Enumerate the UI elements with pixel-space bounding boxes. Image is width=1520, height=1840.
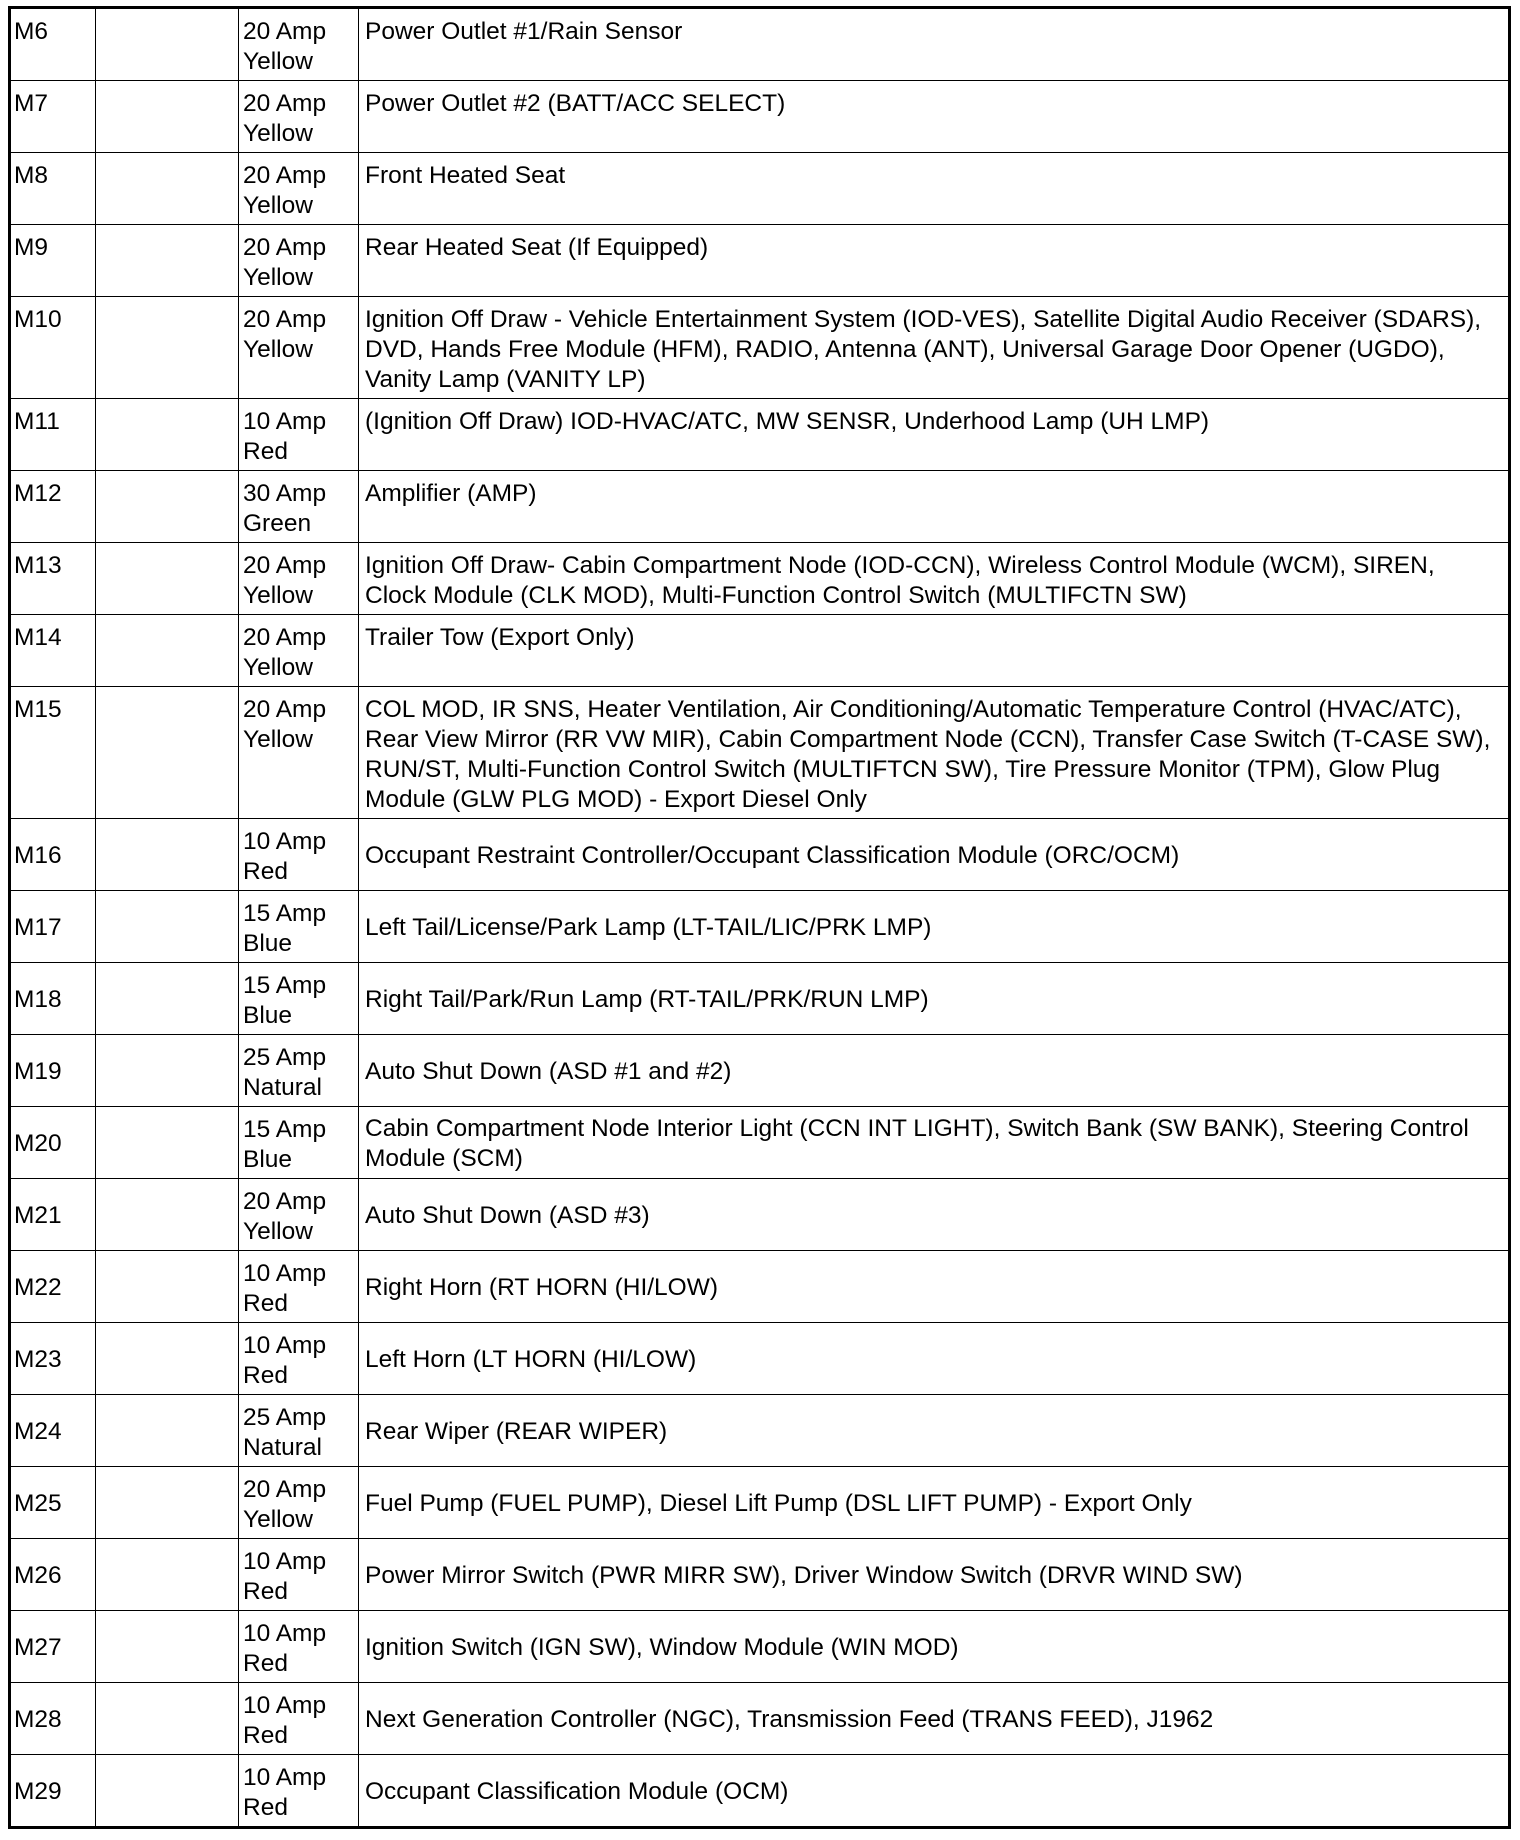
fuse-table-body xyxy=(10,8,1510,1828)
fuse-rating-cell xyxy=(239,8,359,81)
fuse-color: Yellow xyxy=(243,654,313,681)
fuse-row xyxy=(10,1683,1510,1755)
fuse-cavity: M10 xyxy=(10,297,96,399)
fuse-rating-cell xyxy=(239,225,359,297)
fuse-cartridge-cell xyxy=(96,1323,239,1395)
fuse-description: Power Outlet #2 (BATT/ACC SELECT) xyxy=(359,81,1510,153)
fuse-description: Amplifier (AMP) xyxy=(359,471,1510,543)
fuse-rating-cell xyxy=(239,1179,359,1251)
fuse-cavity: M18 xyxy=(10,963,96,1035)
fuse-rating: 15 Amp xyxy=(243,900,327,927)
fuse-rating: 20 Amp xyxy=(243,1476,327,1503)
fuse-description: Right Horn (RT HORN (HI/LOW) xyxy=(359,1251,1510,1323)
fuse-description: Auto Shut Down (ASD #1 and #2) xyxy=(359,1035,1510,1107)
fuse-rating: 20 Amp xyxy=(243,1188,327,1215)
fuse-description: Ignition Off Draw - Vehicle Entertainment System (IOD-VES), Satellite Digital Audio Receiver (SDARS), DVD, Hands Free Module (HFM), RADIO, Antenna (ANT), Universal Garage Door Opener (UGDO), Vanity Lamp (VANITY LP) xyxy=(359,297,1510,399)
fuse-rating: 20 Amp xyxy=(243,696,327,723)
fuse-rating-cell xyxy=(239,1395,359,1467)
fuse-description: Front Heated Seat xyxy=(359,153,1510,225)
fuse-color: Red xyxy=(243,1362,288,1389)
fuse-rating: 10 Amp xyxy=(243,1764,327,1791)
fuse-cavity: M23 xyxy=(10,1323,96,1395)
fuse-row xyxy=(10,963,1510,1035)
fuse-description: Fuel Pump (FUEL PUMP), Diesel Lift Pump (DSL LIFT PUMP) - Export Only xyxy=(359,1467,1510,1539)
fuse-row xyxy=(10,225,1510,297)
fuse-cartridge-cell xyxy=(96,1107,239,1179)
fuse-cartridge-cell xyxy=(96,1251,239,1323)
fuse-color: Blue xyxy=(243,1002,293,1029)
fuse-cavity: M22 xyxy=(10,1251,96,1323)
fuse-cartridge-cell xyxy=(96,297,239,399)
fuse-cartridge-cell xyxy=(96,963,239,1035)
fuse-description: COL MOD, IR SNS, Heater Ventilation, Air Conditioning/Automatic Temperature Control (HVAC/ATC), Rear View Mirror (RR VW MIR), Cabin Compartment Node (CCN), Transfer Case Switch (T-CASE SW), RUN/ST, Multi-Function Control Switch (MULTIFTCN SW), Tire Pressure Monitor (TPM), Glow Plug Module (GLW PLG MOD) - Export Diesel Only xyxy=(359,687,1510,819)
fuse-cavity: M12 xyxy=(10,471,96,543)
fuse-row xyxy=(10,1467,1510,1539)
fuse-rating-cell xyxy=(239,1683,359,1755)
fuse-cavity: M11 xyxy=(10,399,96,471)
fuse-rating: 10 Amp xyxy=(243,1332,327,1359)
fuse-rating: 10 Amp xyxy=(243,1260,327,1287)
fuse-rating-cell xyxy=(239,615,359,687)
fuse-cartridge-cell xyxy=(96,891,239,963)
fuse-rating-cell xyxy=(239,153,359,225)
fuse-cavity: M17 xyxy=(10,891,96,963)
fuse-rating-cell xyxy=(239,399,359,471)
fuse-description: Ignition Off Draw- Cabin Compartment Node (IOD-CCN), Wireless Control Module (WCM), SIREN, Clock Module (CLK MOD), Multi-Function Control Switch (MULTIFCTN SW) xyxy=(359,543,1510,615)
fuse-color: Yellow xyxy=(243,726,313,753)
fuse-cavity: M29 xyxy=(10,1755,96,1828)
fuse-cartridge-cell xyxy=(96,471,239,543)
fuse-rating: 10 Amp xyxy=(243,1692,327,1719)
fuse-color: Green xyxy=(243,510,312,537)
fuse-rating-cell xyxy=(239,1107,359,1179)
fuse-color: Yellow xyxy=(243,48,313,75)
fuse-description: Next Generation Controller (NGC), Transmission Feed (TRANS FEED), J1962 xyxy=(359,1683,1510,1755)
fuse-color: Blue xyxy=(243,930,293,957)
fuse-row xyxy=(10,1179,1510,1251)
fuse-cavity: M14 xyxy=(10,615,96,687)
fuse-cartridge-cell xyxy=(96,1179,239,1251)
fuse-description: Trailer Tow (Export Only) xyxy=(359,615,1510,687)
fuse-cartridge-cell xyxy=(96,543,239,615)
fuse-rating-cell xyxy=(239,297,359,399)
fuse-rating-cell xyxy=(239,471,359,543)
fuse-cavity: M28 xyxy=(10,1683,96,1755)
fuse-rating-cell xyxy=(239,1323,359,1395)
fuse-rating-cell xyxy=(239,819,359,891)
fuse-cartridge-cell xyxy=(96,1683,239,1755)
fuse-cavity: M8 xyxy=(10,153,96,225)
fuse-description: Rear Wiper (REAR WIPER) xyxy=(359,1395,1510,1467)
fuse-cartridge-cell xyxy=(96,8,239,81)
fuse-cartridge-cell xyxy=(96,1467,239,1539)
fuse-row xyxy=(10,819,1510,891)
fuse-color: Yellow xyxy=(243,192,313,219)
fuse-rating-cell xyxy=(239,963,359,1035)
fuse-rating: 10 Amp xyxy=(243,408,327,435)
fuse-rating-cell xyxy=(239,1467,359,1539)
fuse-rating: 20 Amp xyxy=(243,552,327,579)
fuse-row xyxy=(10,153,1510,225)
fuse-cavity: M20 xyxy=(10,1107,96,1179)
fuse-rating: 10 Amp xyxy=(243,828,327,855)
fuse-cartridge-cell xyxy=(96,1611,239,1683)
fuse-cartridge-cell xyxy=(96,153,239,225)
fuse-description: Cabin Compartment Node Interior Light (CCN INT LIGHT), Switch Bank (SW BANK), Steering Control Module (SCM) xyxy=(359,1107,1510,1179)
fuse-rating: 20 Amp xyxy=(243,90,327,117)
fuse-cavity: M13 xyxy=(10,543,96,615)
fuse-cavity: M19 xyxy=(10,1035,96,1107)
fuse-rating: 20 Amp xyxy=(243,624,327,651)
fuse-description: Auto Shut Down (ASD #3) xyxy=(359,1179,1510,1251)
fuse-color: Red xyxy=(243,1722,288,1749)
fuse-color: Yellow xyxy=(243,1218,313,1245)
fuse-description: Power Mirror Switch (PWR MIRR SW), Driver Window Switch (DRVR WIND SW) xyxy=(359,1539,1510,1611)
fuse-row xyxy=(10,471,1510,543)
fuse-rating-cell xyxy=(239,1251,359,1323)
fuse-rating-cell xyxy=(239,1755,359,1828)
fuse-row xyxy=(10,1107,1510,1179)
fuse-table xyxy=(8,6,1511,1829)
fuse-description: Occupant Restraint Controller/Occupant Classification Module (ORC/OCM) xyxy=(359,819,1510,891)
fuse-cavity: M24 xyxy=(10,1395,96,1467)
fuse-cavity: M15 xyxy=(10,687,96,819)
fuse-rating: 20 Amp xyxy=(243,306,327,333)
fuse-color: Red xyxy=(243,1650,288,1677)
fuse-cavity: M25 xyxy=(10,1467,96,1539)
fuse-cavity: M7 xyxy=(10,81,96,153)
fuse-cavity: M27 xyxy=(10,1611,96,1683)
fuse-color: Yellow xyxy=(243,120,313,147)
fuse-rating: 20 Amp xyxy=(243,234,327,261)
fuse-description: Left Horn (LT HORN (HI/LOW) xyxy=(359,1323,1510,1395)
fuse-cartridge-cell xyxy=(96,81,239,153)
fuse-cartridge-cell xyxy=(96,1035,239,1107)
fuse-row xyxy=(10,297,1510,399)
fuse-cartridge-cell xyxy=(96,1395,239,1467)
fuse-rating: 10 Amp xyxy=(243,1620,327,1647)
fuse-color: Red xyxy=(243,858,288,885)
fuse-rating: 10 Amp xyxy=(243,1548,327,1575)
fuse-rating: 20 Amp xyxy=(243,162,327,189)
fuse-rating: 20 Amp xyxy=(243,18,327,45)
fuse-row xyxy=(10,1611,1510,1683)
fuse-cartridge-cell xyxy=(96,615,239,687)
fuse-cartridge-cell xyxy=(96,819,239,891)
fuse-color: Red xyxy=(243,438,288,465)
fuse-color: Yellow xyxy=(243,582,313,609)
fuse-description: (Ignition Off Draw) IOD-HVAC/ATC, MW SENSR, Underhood Lamp (UH LMP) xyxy=(359,399,1510,471)
fuse-rating-cell xyxy=(239,543,359,615)
fuse-row xyxy=(10,891,1510,963)
fuse-row xyxy=(10,1755,1510,1828)
fuse-color: Red xyxy=(243,1794,288,1821)
fuse-rating: 15 Amp xyxy=(243,1116,327,1143)
fuse-color: Red xyxy=(243,1290,288,1317)
fuse-color: Red xyxy=(243,1578,288,1605)
fuse-row xyxy=(10,687,1510,819)
fuse-cartridge-cell xyxy=(96,1539,239,1611)
fuse-rating-cell xyxy=(239,891,359,963)
fuse-row xyxy=(10,1035,1510,1107)
fuse-rating-cell xyxy=(239,81,359,153)
fuse-color: Yellow xyxy=(243,336,313,363)
fuse-color: Blue xyxy=(243,1146,293,1173)
fuse-row xyxy=(10,1539,1510,1611)
fuse-rating: 25 Amp xyxy=(243,1404,327,1431)
fuse-row xyxy=(10,1251,1510,1323)
fuse-description: Right Tail/Park/Run Lamp (RT-TAIL/PRK/RUN LMP) xyxy=(359,963,1510,1035)
fuse-rating: 15 Amp xyxy=(243,972,327,999)
fuse-row xyxy=(10,399,1510,471)
fuse-row xyxy=(10,1395,1510,1467)
fuse-rating: 25 Amp xyxy=(243,1044,327,1071)
fuse-row xyxy=(10,1323,1510,1395)
fuse-cavity: M16 xyxy=(10,819,96,891)
fuse-color: Yellow xyxy=(243,1506,313,1533)
fuse-rating-cell xyxy=(239,1035,359,1107)
fuse-description: Left Tail/License/Park Lamp (LT-TAIL/LIC/PRK LMP) xyxy=(359,891,1510,963)
fuse-row xyxy=(10,81,1510,153)
fuse-row xyxy=(10,8,1510,81)
fuse-cartridge-cell xyxy=(96,1755,239,1828)
fuse-color: Natural xyxy=(243,1074,322,1101)
fuse-rating-cell xyxy=(239,1611,359,1683)
fuse-description: Ignition Switch (IGN SW), Window Module (WIN MOD) xyxy=(359,1611,1510,1683)
fuse-cavity: M26 xyxy=(10,1539,96,1611)
fuse-cavity: M21 xyxy=(10,1179,96,1251)
fuse-cavity: M9 xyxy=(10,225,96,297)
fuse-cartridge-cell xyxy=(96,399,239,471)
fuse-description: Power Outlet #1/Rain Sensor xyxy=(359,8,1510,81)
fuse-row xyxy=(10,615,1510,687)
fuse-cavity: M6 xyxy=(10,8,96,81)
fuse-rating-cell xyxy=(239,1539,359,1611)
fuse-rating-cell xyxy=(239,687,359,819)
fuse-cartridge-cell xyxy=(96,225,239,297)
fuse-cartridge-cell xyxy=(96,687,239,819)
fuse-description: Rear Heated Seat (If Equipped) xyxy=(359,225,1510,297)
fuse-color: Yellow xyxy=(243,264,313,291)
fuse-color: Natural xyxy=(243,1434,322,1461)
fuse-rating: 30 Amp xyxy=(243,480,327,507)
fuse-row xyxy=(10,543,1510,615)
fuse-description: Occupant Classification Module (OCM) xyxy=(359,1755,1510,1828)
